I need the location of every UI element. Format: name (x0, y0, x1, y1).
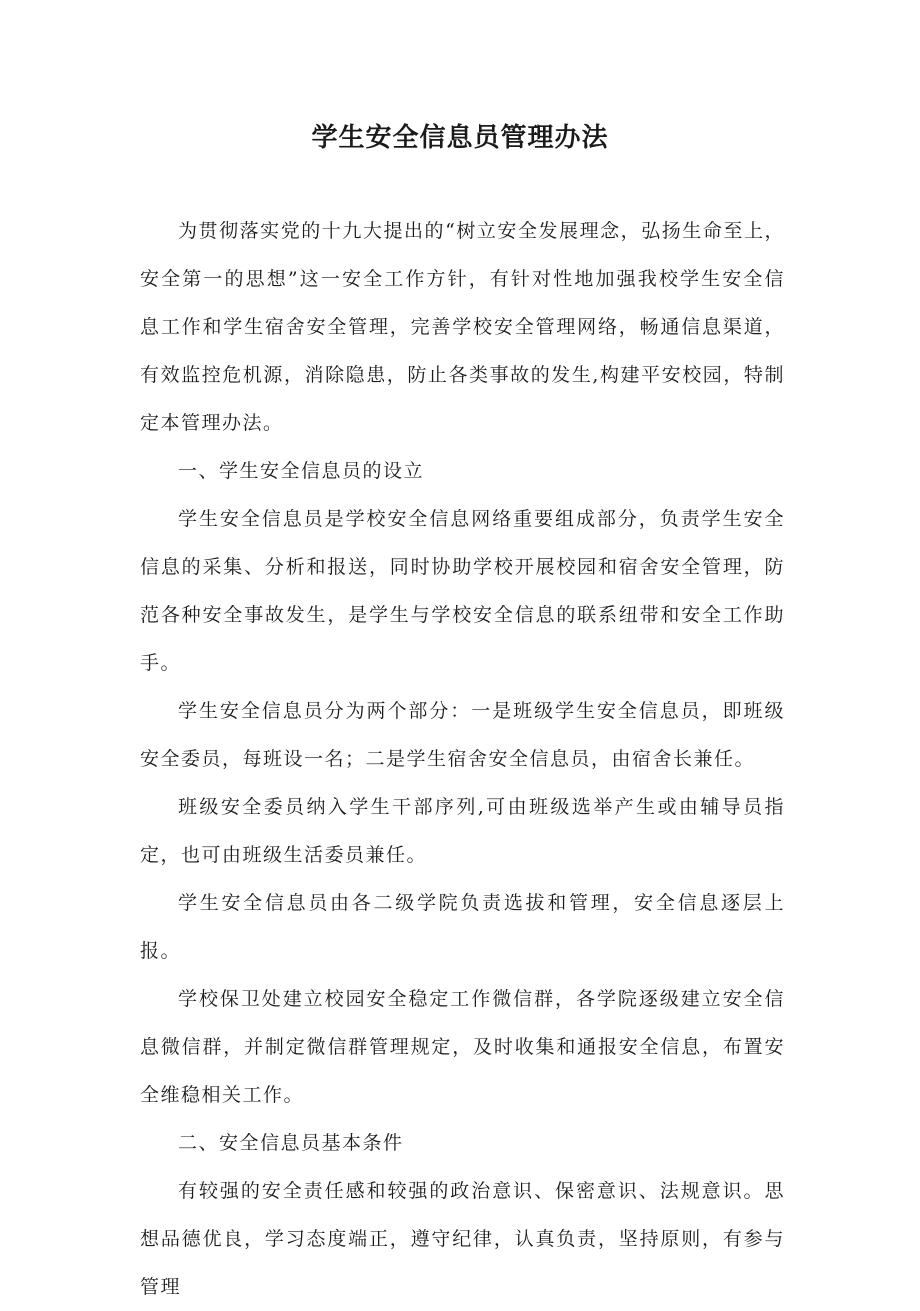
paragraph-wechat-group: 学校保卫处建立校园安全稳定工作微信群，各学院逐级建立安全信息微信群，并制定微信群管理规定，及时收集和通报安全信息，布置安全维稳相关工作。 (140, 988, 785, 1106)
paragraph-intro: 为贯彻落实党的十九大提出的“树立安全发展理念，弘扬生命至上，安全第一的思想”这一安全工作方针，有针对性地加强我校学生安全信息工作和学生宿舍安全管理，完善学校安全管理网络，畅通信息渠道，有效监控危机源，消除隐患，防止各类事故的发生,构建平安校园，特制定本管理办法。 (140, 220, 785, 434)
paragraph-role: 学生安全信息员是学校安全信息网络重要组成部分，负责学生安全信息的采集、分析和报送，同时协助学校开展校园和宿舍安全管理，防范各种安全事故发生，是学生与学校安全信息的联系纽带和安全工作助手。 (140, 508, 785, 674)
paragraph-requirements: 有较强的安全责任感和较强的政治意识、保密意识、法规意识。思想品德优良，学习态度端正，遵守纪律，认真负责，坚持原则，有参与管理 (140, 1180, 785, 1298)
document-body (140, 207, 785, 1311)
paragraph-composition: 学生安全信息员分为两个部分：一是班级学生安全信息员，即班级安全委员，每班设一名；二是学生宿舍安全信息员，由宿舍长兼任。 (140, 700, 785, 770)
paragraph-selection: 学生安全信息员由各二级学院负责选拔和管理，安全信息逐层上报。 (140, 892, 785, 962)
document-title: 学生安全信息员管理办法 (311, 123, 609, 153)
section-heading-2: 二、安全信息员基本条件 (178, 1132, 404, 1154)
section-heading-1: 一、学生安全信息员的设立 (178, 460, 425, 482)
paragraph-class-committee: 班级安全委员纳入学生干部序列,可由班级选举产生或由辅导员指定，也可由班级生活委员兼任。 (140, 796, 785, 866)
